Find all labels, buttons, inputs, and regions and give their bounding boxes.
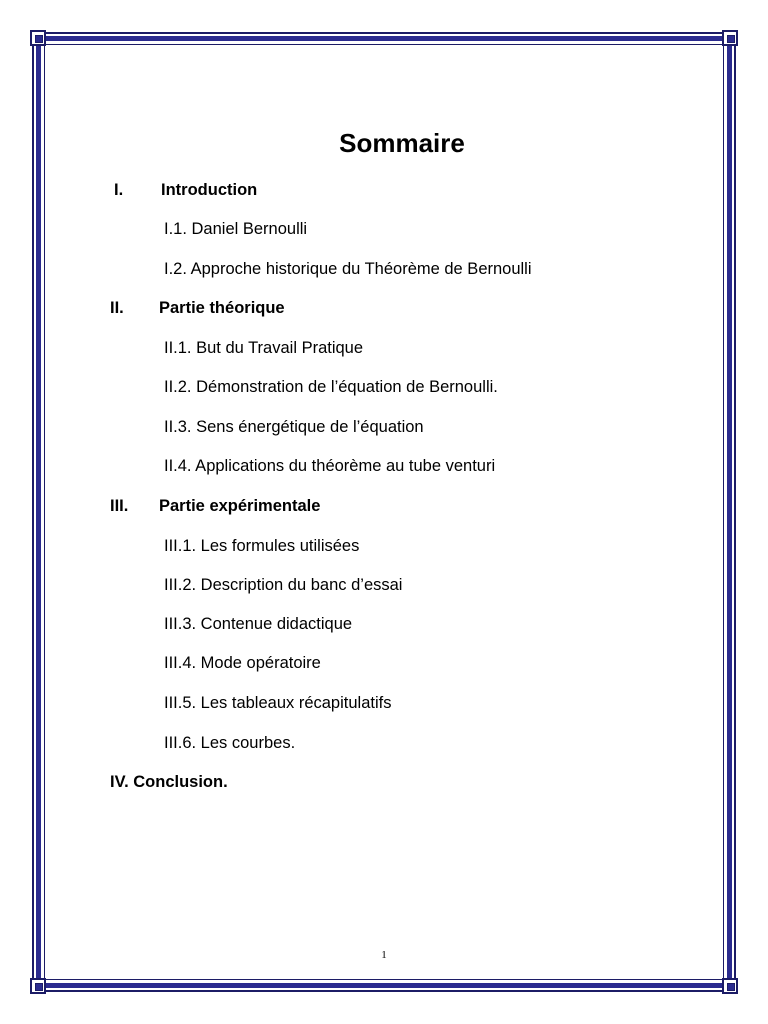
toc-section-label: Introduction [161,181,258,199]
toc-item[interactable]: II.1. But du Travail Pratique [164,339,364,357]
toc-item[interactable]: I.2. Approche historique du Théorème de Bernoulli [164,260,532,278]
toc-section-label: Partie théorique [159,299,285,317]
toc-item[interactable]: II.4. Applications du théorème au tube venturi [164,457,496,475]
toc-item[interactable]: III.6. Les courbes. [164,734,296,752]
page-number: 1 [381,949,387,961]
toc-section-number: I. [114,181,124,199]
toc-item[interactable]: III.3. Contenue didactique [164,615,353,633]
toc-item[interactable]: II.2. Démonstration de l’équation de Bernoulli. [164,378,498,396]
toc-section-introduction[interactable] [114,179,257,201]
toc-item[interactable]: III.1. Les formules utilisées [164,537,360,555]
toc-item[interactable]: III.4. Mode opératoire [164,654,321,672]
toc-item[interactable]: III.5. Les tableaux récapitulatifs [164,694,392,712]
toc-section-number: II. [110,299,124,317]
toc-section-conclusion[interactable]: IV. Conclusion. [110,773,228,791]
toc-item[interactable]: III.2. Description du banc d’essai [164,576,403,594]
toc-section-partie-experimentale[interactable] [110,495,320,517]
page-title: Sommaire [339,128,465,158]
toc-section-partie-theorique[interactable] [110,297,285,319]
toc-item[interactable]: II.3. Sens énergétique de l’équation [164,418,424,436]
toc-item[interactable]: I.1. Daniel Bernoulli [164,220,308,238]
toc-section-number: III. [110,497,129,515]
toc-section-label: Partie expérimentale [159,497,321,515]
